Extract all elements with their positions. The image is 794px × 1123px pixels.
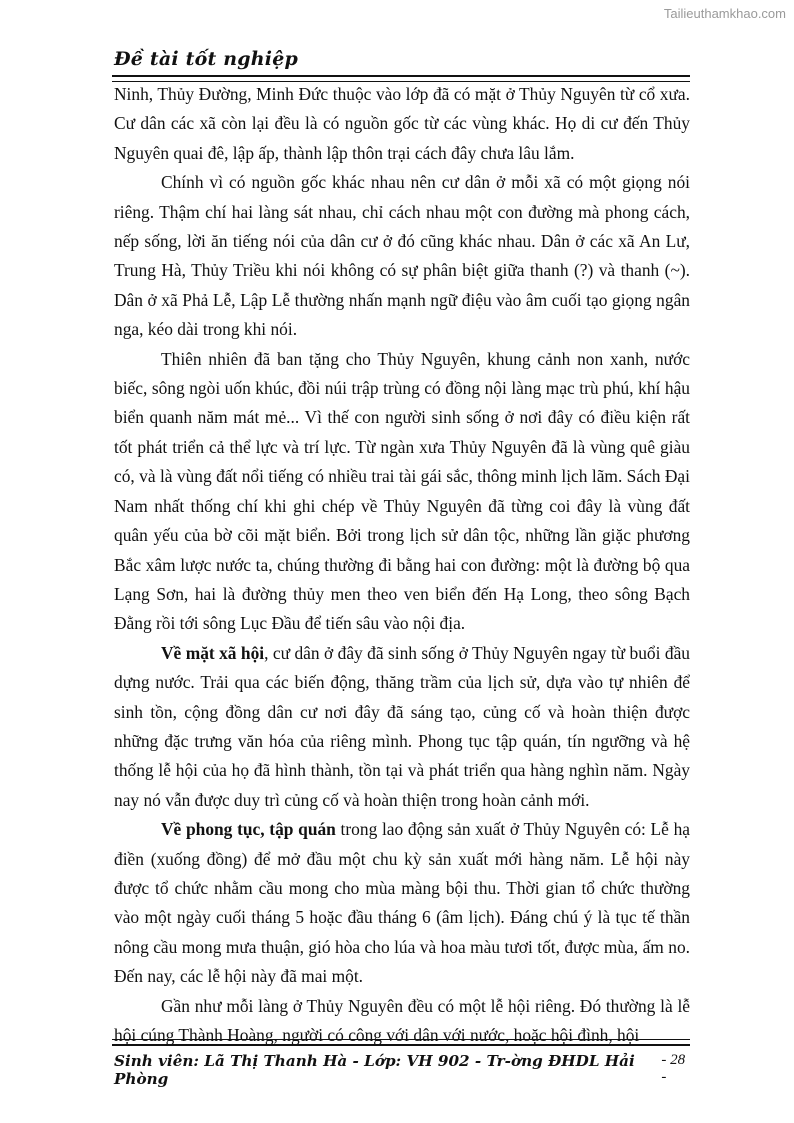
paragraph-4-text: , cư dân ở đây đã sinh sống ở Thủy Nguyên ngay từ buổi đầu dựng nước. Trải qua các biến động, thăng trầm của lịch sử, dựa vào tự nhiên để sinh tồn, cộng đồng dân cư nơi đây đã sáng tạo, củng cố và hoàn thiện được những đặc trưng văn hóa của riêng mình. Phong tục tập quán, tín ngưỡng và hệ thống lễ hội của họ đã hình thành, tồn tại và phát triển qua hàng nghìn năm. Ngày nay nó vẫn được duy trì củng cố và hoàn thiện trong hoàn cảnh mới. — [114, 642, 690, 810]
paragraph-5-lead: Về phong tục, tập quán — [161, 819, 336, 840]
paragraph-5 — [114, 815, 690, 991]
watermark: Tailieuthamkhao.com — [663, 6, 786, 21]
paragraph-3: Thiên nhiên đã ban tặng cho Thủy Nguyên, khung cảnh non xanh, nước biếc, sông ngòi uốn khúc, đồi núi trập trùng có đồng nội làng mạc trù phú, khí hậu biển quanh năm mát mẻ... Vì thế con người sinh sống ở nơi đây có điều kiện rất tốt phát triển cả thể lực và trí lực. Từ ngàn xưa Thủy Nguyên đã là vùng quê giàu có, và là vùng đất nổi tiếng có nhiều trai tài gái sắc, thông minh lịch lãm. Sách Đại Nam nhất thống chí khi ghi chép về Thủy Nguyên đã từng coi đây là vùng đất quân yếu của bờ cõi mặt biển. Bởi trong lịch sử dân tộc, những lần giặc phương Bắc xâm lược nước ta, chúng thường đi bằng hai con đường: một là đường bộ qua Lạng Sơn, hai là đường thủy men theo ven biển đến Hạ Long, theo sông Bạch Đằng rồi tới sông Lục Đầu để tiến sâu vào nội địa. — [114, 348, 690, 634]
paragraph-4 — [114, 639, 690, 815]
document-body — [114, 80, 690, 1050]
paragraph-2: Chính vì có nguồn gốc khác nhau nên cư dân ở mỗi xã có một giọng nói riêng. Thậm chí hai làng sát nhau, chỉ cách nhau một con đường mà phong cách, nếp sống, lời ăn tiếng nói của dân cư ở đó cũng khác nhau. Dân ở các xã An Lư, Trung Hà, Thủy Triều khi nói không có sự phân biệt giữa thanh (?) và thanh (~). Dân ở xã Phả Lễ, Lập Lễ thường nhấn mạnh ngữ điệu vào âm cuối tạo giọng ngân nga, kéo dài trong khi nói. — [114, 172, 690, 340]
page-header-title: Đề tài tốt nghiệp — [114, 48, 298, 70]
paragraph-4-lead: Về mặt xã hội — [161, 642, 265, 663]
paragraph-6: Gần như mỗi làng ở Thủy Nguyên đều có một lễ hội riêng. Đó thường là lễ hội cúng Thành Hoàng, người có công với dân với nước, hoặc hội đình, hội — [114, 995, 690, 1045]
footer-rule — [112, 1039, 690, 1046]
page-number: - 28 - — [661, 1052, 686, 1085]
footer-student-info: Sinh viên: Lã Thị Thanh Hà - Lớp: VH 902 - Tr-ờng ĐHDL Hải Phòng — [114, 1052, 635, 1088]
paragraph-1: Ninh, Thủy Đường, Minh Đức thuộc vào lớp đã có mặt ở Thủy Nguyên từ cổ xưa. Cư dân các xã còn lại đều là có nguồn gốc từ các vùng khác. Họ di cư đến Thủy Nguyên quai đê, lập ấp, thành lập thôn trại cách đây chưa lâu lắm. — [114, 84, 690, 163]
page-footer — [114, 1052, 694, 1088]
paragraph-5-text: trong lao động sản xuất ở Thủy Nguyên có: Lễ hạ điền (xuống đồng) để mở đầu một chu kỳ sản xuất mới hàng năm. Lễ hội này được tổ chức nhằm cầu mong cho mùa màng bội thu. Thời gian tổ chức thường vào một ngày cuối tháng 5 hoặc đầu tháng 6 (âm lịch). Đáng chú ý là tục tế thần nông cầu mong mưa thuận, gió hòa cho lúa và hoa màu tươi tốt, được mùa, ấm no. Đến nay, các lễ hội này đã mai một. — [114, 819, 690, 987]
